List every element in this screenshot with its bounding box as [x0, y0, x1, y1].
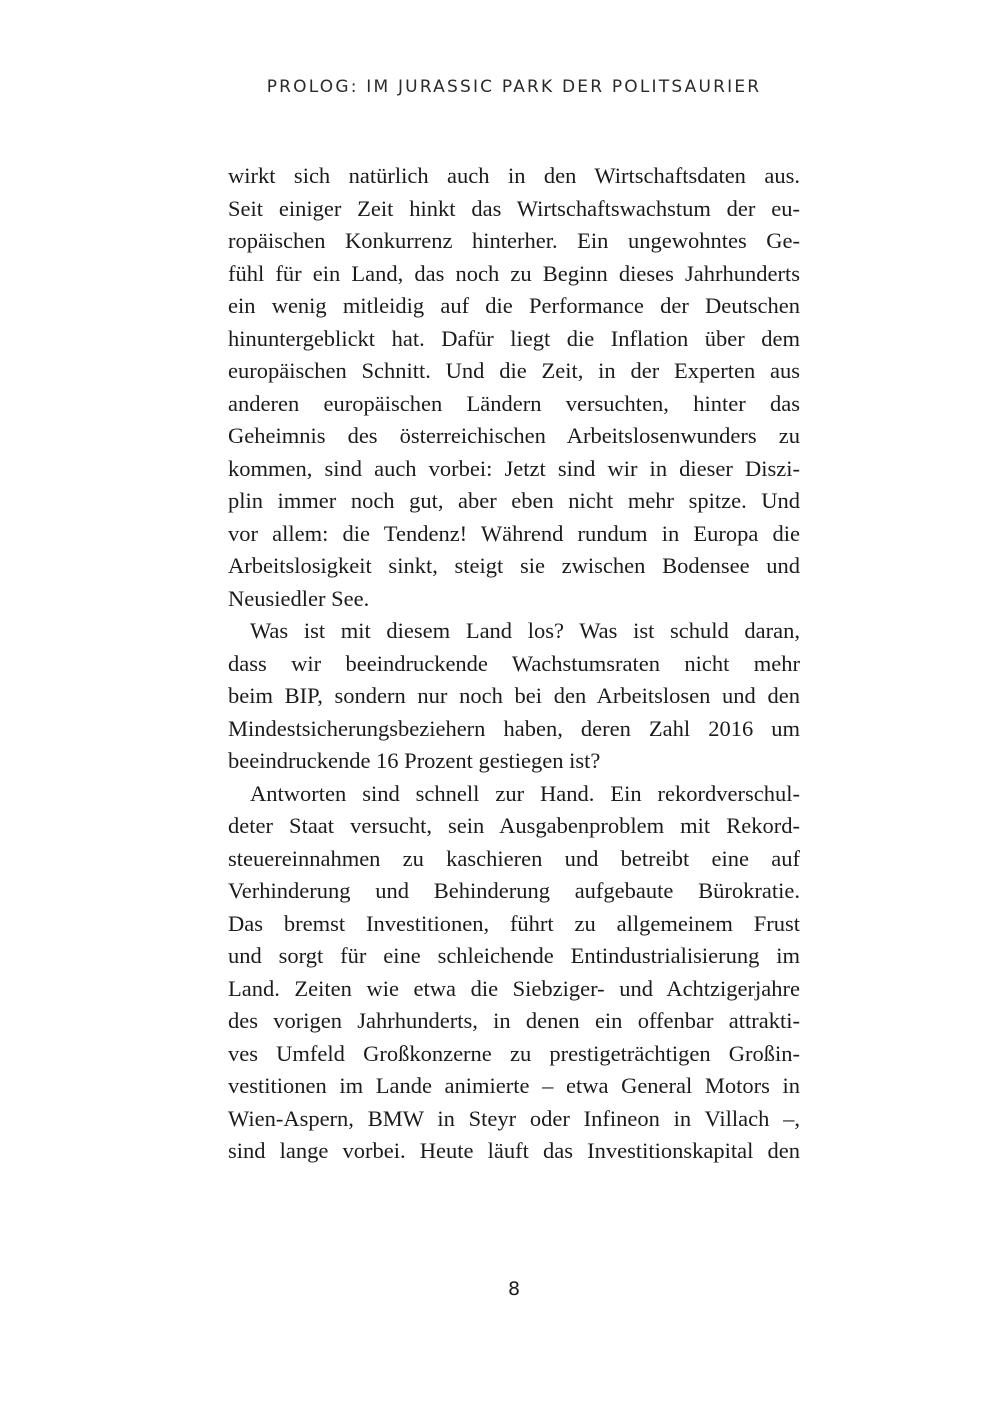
text-line: Das bremst Investitionen, führt zu allgemeinem Frust [228, 910, 800, 936]
text-line: kommen, sind auch vorbei: Jetzt sind wir in dieser Diszi- [228, 455, 800, 481]
text-line: Was ist mit diesem Land los? Was ist schuld daran, [250, 618, 800, 643]
page-number: 8 [507, 1278, 521, 1300]
text-line: Verhinderung und Behinderung aufgebaute Bürokratie. [228, 878, 800, 903]
paragraph-1 [228, 160, 800, 615]
text-line: des vorigen Jahrhunderts, in denen ein offenbar attrakti- [228, 1008, 800, 1033]
running-header: PROLOG: IM JURASSIC PARK DER POLITSAURIER [266, 77, 762, 97]
text-line: sind lange vorbei. Heute läuft das Investitionskapital den [228, 1138, 800, 1163]
text-line: Land. Zeiten wie etwa die Siebziger- und Achtzigerjahre [228, 975, 800, 1001]
text-line: ves Umfeld Großkonzerne zu prestigeträchtigen Großin- [228, 1040, 800, 1066]
text-line: plin immer noch gut, aber eben nicht mehr spitze. Und [228, 488, 800, 513]
text-line: hinuntergeblickt hat. Dafür liegt die Inflation über dem [228, 325, 800, 351]
text-line: Antworten sind schnell zur Hand. Ein rekordverschul- [250, 780, 800, 806]
text-line: steuereinnahmen zu kaschieren und betreibt eine auf [228, 845, 800, 871]
text-line: vestitionen im Lande animierte – etwa General Motors in [228, 1073, 800, 1098]
text-line: Geheimnis des österreichischen Arbeitslosenwunders zu [228, 423, 800, 448]
text-line: Wien-Aspern, BMW in Steyr oder Infineon in Villach –, [228, 1105, 800, 1131]
text-line: Arbeitslosigkeit sinkt, steigt sie zwischen Bodensee und [228, 553, 800, 578]
text-line: wirkt sich natürlich auch in den Wirtschaftsdaten aus. [228, 163, 800, 188]
text-line: und sorgt für eine schleichende Entindustrialisierung im [228, 943, 800, 968]
text-line: Seit einiger Zeit hinkt das Wirtschaftswachstum der eu- [228, 195, 800, 221]
text-line: Neusiedler See. [228, 585, 370, 611]
text-line: deter Staat versucht, sein Ausgabenproblem mit Rekord- [228, 813, 800, 838]
text-line: europäischen Schnitt. Und die Zeit, in der Experten aus [228, 358, 800, 383]
body-text [228, 160, 800, 1168]
text-line: ein wenig mitleidig auf die Performance der Deutschen [228, 293, 800, 318]
text-line: fühl für ein Land, das noch zu Beginn dieses Jahrhunderts [228, 260, 800, 286]
paragraph-3 [228, 778, 800, 1168]
paragraph-2 [228, 615, 800, 778]
text-line: dass wir beeindruckende Wachstumsraten nicht mehr [228, 650, 800, 676]
text-line: beeindruckende 16 Prozent gestiegen ist? [228, 748, 601, 773]
text-line: anderen europäischen Ländern versuchten, hinter das [228, 390, 800, 416]
text-line: ropäischen Konkurrenz hinterher. Ein ungewohntes Ge- [228, 228, 800, 253]
text-line: vor allem: die Tendenz! Während rundum in Europa die [228, 520, 800, 546]
text-line: beim BIP, sondern nur noch bei den Arbeitslosen und den [228, 683, 800, 708]
text-line: Mindestsicherungsbeziehern haben, deren Zahl 2016 um [228, 715, 800, 741]
